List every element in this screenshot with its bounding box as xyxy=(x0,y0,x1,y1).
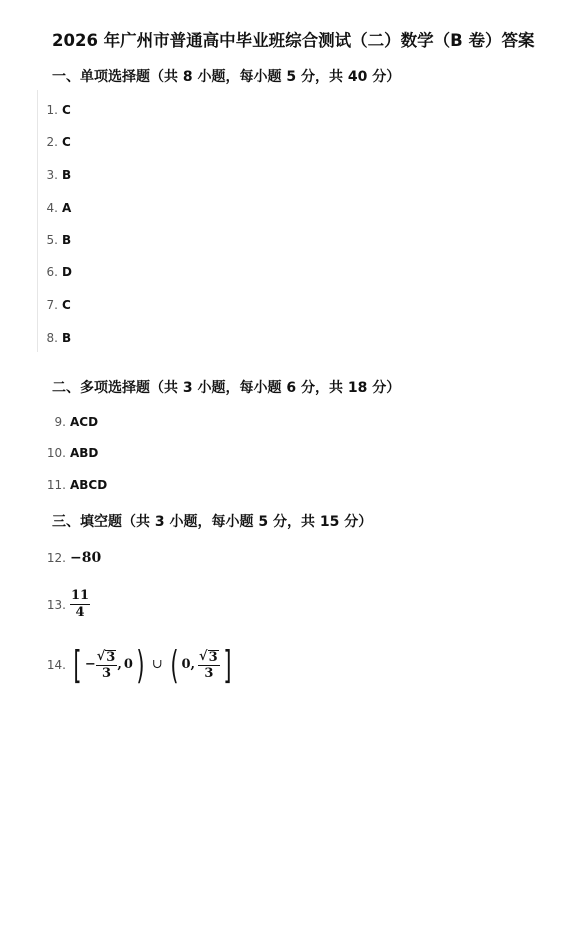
question-number: 14. xyxy=(46,658,66,672)
fraction-numerator: 11 xyxy=(71,588,90,603)
answer-item xyxy=(28,134,71,150)
fraction-numerator xyxy=(96,650,118,666)
fraction xyxy=(96,650,118,681)
fraction-denominator: 4 xyxy=(75,605,85,620)
question-number: 2. xyxy=(46,135,58,149)
left-paren: ( xyxy=(169,643,179,687)
answer-value: D xyxy=(62,265,72,279)
answer-item xyxy=(28,167,71,183)
question-number: 12. xyxy=(46,551,66,565)
answer-value: ABD xyxy=(70,446,99,460)
answer-item xyxy=(28,232,71,248)
question-number: 5. xyxy=(46,233,58,247)
sqrt-sign-icon: √ xyxy=(199,648,208,664)
answer-item xyxy=(28,264,72,280)
answer-item xyxy=(36,550,101,566)
interval-expression xyxy=(70,643,234,687)
right-bracket: ] xyxy=(222,643,232,687)
union-symbol: ∪ xyxy=(151,657,163,672)
answer-item xyxy=(28,200,71,216)
comma: , xyxy=(117,657,122,672)
section-heading-multiple-choice: 二、多项选择题（共 3 小题，每小题 6 分，共 18 分） xyxy=(52,380,401,396)
radicand: 3 xyxy=(106,649,116,665)
question-number: 10. xyxy=(46,446,66,460)
answer-value: ACD xyxy=(70,415,99,429)
page-title: 2026 年广州市普通高中毕业班综合测试（二）数学（B 卷）答案 xyxy=(52,31,535,50)
interval-zero: 0 xyxy=(181,657,191,672)
section-heading-single-choice: 一、单项选择题（共 8 小题，每小题 5 分，共 40 分） xyxy=(52,69,401,85)
question-number: 6. xyxy=(46,265,58,279)
answer-value: A xyxy=(62,201,72,215)
answer-value: C xyxy=(62,298,71,312)
right-paren: ) xyxy=(136,643,145,687)
answer-value: C xyxy=(62,135,71,149)
math-answer: −80 xyxy=(70,550,102,566)
question-number: 11. xyxy=(46,478,66,492)
section-heading-fill-in: 三、填空题（共 3 小题，每小题 5 分，共 15 分） xyxy=(52,514,373,530)
question-number: 4. xyxy=(46,201,58,215)
fraction-denominator: 3 xyxy=(204,665,214,681)
question-number: 9. xyxy=(54,415,66,429)
left-bracket: [ xyxy=(73,643,82,687)
question-number: 7. xyxy=(46,298,58,312)
answer-item xyxy=(36,445,98,461)
answer-item xyxy=(36,589,90,620)
answer-value: B xyxy=(62,168,72,182)
answer-item xyxy=(36,477,107,493)
fraction-denominator: 3 xyxy=(102,665,112,681)
fraction-numerator xyxy=(198,650,220,666)
comma: , xyxy=(190,657,196,672)
answer-item xyxy=(36,643,234,687)
interval-zero: 0 xyxy=(123,657,133,672)
question-number: 3. xyxy=(46,168,58,182)
answer-value: C xyxy=(62,103,71,117)
fraction xyxy=(198,650,220,681)
question-number: 13. xyxy=(46,597,66,612)
neg-sign: − xyxy=(84,657,96,672)
answer-value: B xyxy=(62,331,72,345)
answer-item xyxy=(28,297,71,313)
answer-item xyxy=(28,102,71,118)
sqrt-sign-icon: √ xyxy=(96,648,106,664)
answer-value: B xyxy=(62,233,72,247)
question-number: 1. xyxy=(46,103,58,117)
question-number: 8. xyxy=(46,331,58,345)
answer-value: ABCD xyxy=(70,478,108,492)
answer-item xyxy=(36,414,98,430)
answer-item xyxy=(28,330,71,346)
fraction xyxy=(70,589,90,620)
radicand: 3 xyxy=(208,649,218,665)
